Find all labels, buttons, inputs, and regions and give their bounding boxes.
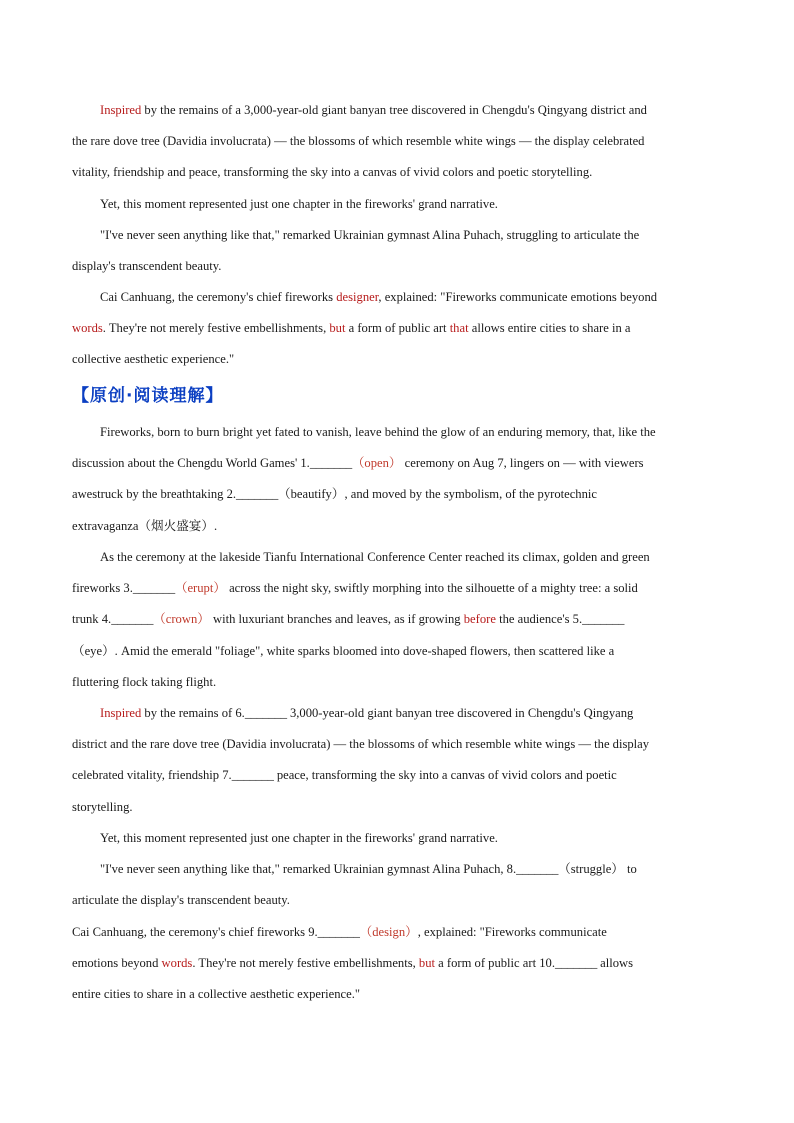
blank-4[interactable]: _______ — [111, 612, 154, 627]
highlight-but: but — [329, 321, 346, 336]
intro-paragraph-2: Yet, this moment represented just one chapter in the fireworks' grand narrative. — [100, 197, 498, 211]
blank-2[interactable]: _______ — [236, 487, 278, 502]
hint-5: （eye） — [72, 643, 115, 658]
intro-paragraph-1: Inspired by the remains of a 3,000-year-old giant banyan tree discovered in Chengdu's Qingyang district and the rare dove tree (Davidia involucrata) — the blossoms of which resemble white wings — the display celebrated vitality, friendship and peace, transforming the sky into a canvas of vivid colors and poetic storytelling. — [72, 103, 647, 180]
highlight-words: words — [72, 321, 103, 336]
highlight-inspired: Inspired — [100, 103, 142, 117]
exercise-paragraph-5: "I've never seen anything like that," remarked Ukrainian gymnast Alina Puhach, 8._______（struggle） to articulate the display's transcendent beauty. — [72, 862, 637, 908]
blank-5[interactable]: _______ — [582, 612, 625, 627]
exercise-paragraph-4: Yet, this moment represented just one chapter in the fireworks' grand narrative. — [100, 831, 498, 845]
exercise-paragraph-1: Fireworks, born to burn bright yet fated to vanish, leave behind the glow of an enduring memory, that, like the discussion about the Chengdu World Games' 1._______（open） ceremony on Aug 7, lingers on — with viewers awestruck by the breathtaking 2._______（beautify）, and moved by the symbolism, of the pyrotechnic extravaganza（烟火盛宴）. — [72, 425, 656, 533]
hint-1: （open） — [351, 456, 402, 471]
intro-paragraph-3: "I've never seen anything like that," remarked Ukrainian gymnast Alina Puhach, struggling to articulate the display's transcendent beauty. — [72, 228, 640, 274]
blank-7[interactable]: _______ — [231, 768, 274, 783]
exercise-paragraph-3: Inspired by the remains of 6._______ 3,000-year-old giant banyan tree discovered in Chengdu's Qingyang district and the rare dove tree (Davidia involucrata) — the blossoms of which resemble white wings — the display celebrated vitality, friendship 7._______ peace, transforming the sky into a canvas of vivid colors and poetic storytelling. — [72, 706, 650, 814]
highlight-inspired-2: Inspired — [100, 706, 142, 720]
blank-10[interactable]: _______ — [554, 956, 597, 971]
hint-3: （erupt） — [174, 581, 226, 596]
highlight-before: before — [463, 612, 496, 627]
highlight-words-2: words — [161, 956, 193, 971]
hint-8: （struggle） — [558, 862, 624, 876]
intro-paragraph-4: Cai Canhuang, the ceremony's chief fireworks designer, explained: "Fireworks communicate emotions beyond words. They're not merely festive embellishments, but a form of public art that allows entire cities to share in a collective aesthetic experience." — [72, 290, 658, 367]
section-heading: 【原创·阅读理解】 — [72, 386, 224, 406]
blank-8[interactable]: _______ — [516, 862, 559, 876]
blank-6[interactable]: _______ — [244, 706, 287, 720]
hint-4: （crown） — [153, 612, 210, 627]
highlight-but-2: but — [418, 956, 436, 971]
exercise-paragraph-6: Cai Canhuang, the ceremony's chief fireworks 9._______（design）, explained: "Fireworks communicate emotions beyond words. They're not merely festive embellishments, but a form of public art 10._______ allows entire cities to share in a collective aesthetic experience." — [72, 925, 633, 1002]
hint-2: （beautify） — [278, 487, 345, 502]
blank-1[interactable]: _______ — [309, 456, 352, 471]
hint-9: （design） — [359, 925, 418, 939]
exercise-paragraph-2: As the ceremony at the lakeside Tianfu International Conference Center reached its climax, golden and green fireworks 3._______（erupt） across the night sky, swiftly morphing into the silhouette of a mighty tree: a solid trunk 4._______（crown） with luxuriant branches and leaves, as if growing before the audience's 5._______ （eye）. Amid the emerald "foliage", white sparks bloomed into dove-shaped flowers, then scattered like a fluttering flock taking flight. — [72, 550, 650, 689]
highlight-designer: designer — [336, 290, 379, 304]
highlight-that: that — [449, 321, 469, 336]
blank-3[interactable]: _______ — [132, 581, 175, 596]
blank-9[interactable]: _______ — [317, 925, 360, 939]
